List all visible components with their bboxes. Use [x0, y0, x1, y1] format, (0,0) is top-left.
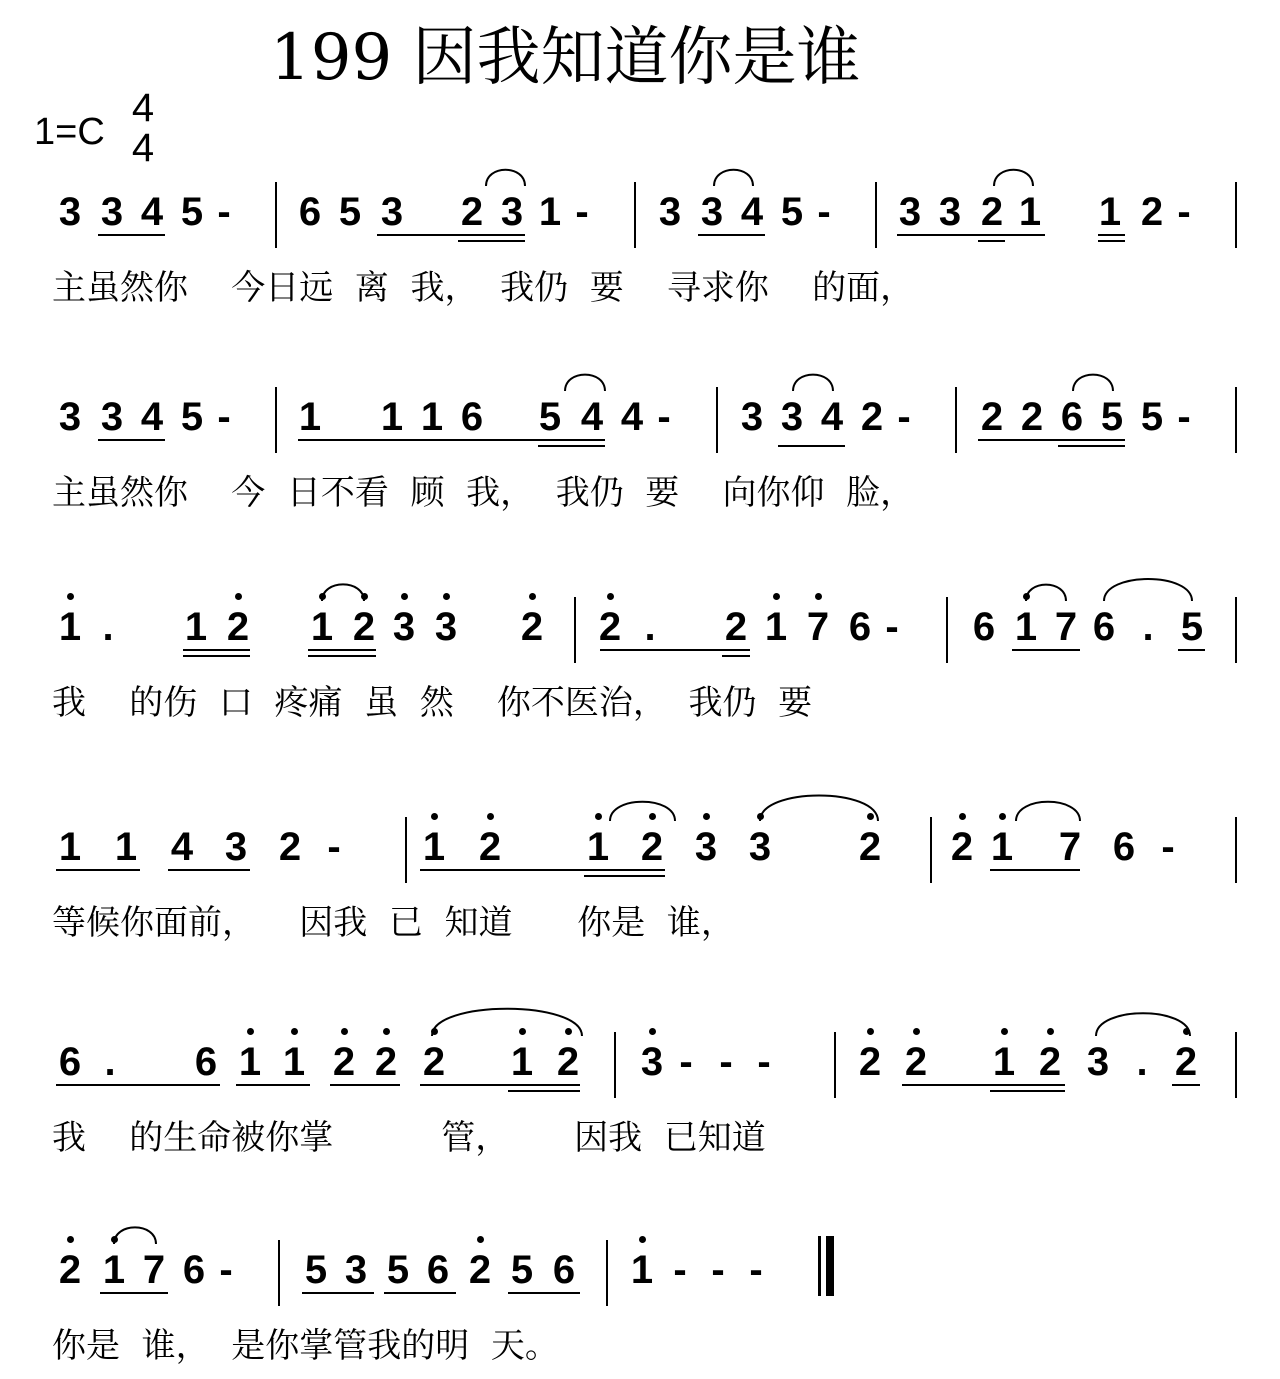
beam-line [1098, 234, 1125, 236]
note-text: 1 [238, 1040, 262, 1084]
note-text: 3 [58, 395, 82, 439]
tie-arc [793, 375, 833, 391]
song-title: 199 因我知道你是谁 [270, 21, 861, 95]
tie-arc [610, 802, 675, 821]
note-text: 6 [182, 1248, 206, 1292]
note-text: 1 [1018, 190, 1042, 234]
note-text: 1 [764, 605, 788, 649]
note-text: 1 [1098, 190, 1122, 234]
note-text: 2 [332, 1040, 356, 1084]
note-text: 6 [426, 1248, 450, 1292]
note-text: 6 [298, 190, 322, 234]
note-text: 2 [226, 605, 250, 649]
beam-line [1178, 649, 1205, 651]
beam-line [1172, 1084, 1200, 1086]
note-text: 2 [468, 1248, 492, 1292]
beam-line [298, 439, 605, 441]
note-text: - [711, 1248, 725, 1292]
note-text: 6 [194, 1040, 218, 1084]
beam-line [236, 1084, 310, 1086]
beam-line [168, 869, 250, 871]
note-text: 4 [620, 395, 644, 439]
note-text: 6 [1112, 825, 1136, 869]
note-text: 5 [180, 190, 204, 234]
tie-layer [0, 781, 1280, 841]
note-text: 2 [904, 1040, 928, 1084]
note-text: 2 [980, 395, 1004, 439]
note-text: 3 [392, 605, 416, 649]
note-text: - [757, 1040, 771, 1084]
note-text: 5 [386, 1248, 410, 1292]
tie-arc [565, 375, 605, 391]
beam-line [508, 1292, 580, 1294]
note-text: 2 [352, 605, 376, 649]
note-text: 2 [478, 825, 502, 869]
beam-line-double [308, 655, 376, 657]
note-text: 2 [460, 190, 484, 234]
note-text: - [1161, 825, 1175, 869]
note-text: - [1177, 395, 1191, 439]
note-text: 1 [184, 605, 208, 649]
note-text: 1 [990, 825, 1014, 869]
tie-arc [1104, 579, 1192, 601]
beam-line [990, 869, 1080, 871]
note-text: 3 [694, 825, 718, 869]
note-text: 3 [1086, 1040, 1110, 1084]
note-text: 6 [1060, 395, 1084, 439]
note-text: 2 [860, 395, 884, 439]
note-text: - [217, 190, 231, 234]
note-text: 1 [58, 825, 82, 869]
tie-arc [1096, 1013, 1190, 1036]
note-text: . [1142, 605, 1154, 649]
note-text: 5 [180, 395, 204, 439]
note-text: 1 [282, 1040, 306, 1084]
note-text: 6 [1092, 605, 1116, 649]
beam-line-double [508, 1090, 580, 1092]
note-text: 5 [304, 1248, 328, 1292]
time-signature-bottom: 4 [131, 126, 155, 170]
note-text: 2 [858, 825, 882, 869]
note-text: 1 [310, 605, 334, 649]
beam-line-double [538, 445, 605, 447]
tie-arc [114, 1227, 156, 1244]
beam-line [384, 1292, 456, 1294]
beam-line [56, 869, 140, 871]
note-text: 6 [58, 1040, 82, 1084]
final-barline-thick [826, 1236, 834, 1296]
note-text: 4 [140, 395, 164, 439]
beam-line [978, 439, 1125, 441]
note-text: 3 [658, 190, 682, 234]
note-text: 3 [100, 395, 124, 439]
note-text: 3 [434, 605, 458, 649]
note-text: 3 [748, 825, 772, 869]
lyrics-line: 主虽然你 今 日不看 顾 我， 我仍 要 向你仰 脸， [52, 473, 915, 513]
tie-arc [1016, 802, 1080, 821]
note-text: . [104, 1040, 116, 1084]
beam-line [902, 1084, 1065, 1086]
note-text: 3 [344, 1248, 368, 1292]
note-text: - [719, 1040, 733, 1084]
beam-line-double [778, 445, 845, 447]
beam-line [308, 649, 376, 651]
beam-line-double [1058, 445, 1125, 447]
beam-line [897, 234, 1045, 236]
note-text: 1 [420, 395, 444, 439]
beam-line [600, 649, 750, 651]
note-text: 1 [630, 1248, 654, 1292]
note-text: 3 [58, 190, 82, 234]
note-text: 2 [598, 605, 622, 649]
note-text: - [673, 1248, 687, 1292]
note-text: 5 [538, 395, 562, 439]
note-text: - [219, 1248, 233, 1292]
note-text: - [679, 1040, 693, 1084]
beam-line [98, 234, 165, 236]
beam-line [100, 1292, 168, 1294]
note-text: 1 [1014, 605, 1038, 649]
note-text: 4 [580, 395, 604, 439]
beam-line [302, 1292, 374, 1294]
note-text: 3 [100, 190, 124, 234]
lyrics-line: 我 的生命被你掌 管， 因我 已知道 [52, 1118, 766, 1158]
note-text: 2 [556, 1040, 580, 1084]
note-text: - [1177, 190, 1191, 234]
note-text: 5 [1140, 395, 1164, 439]
tie-arc [322, 584, 364, 601]
note-text: 3 [640, 1040, 664, 1084]
beam-line [56, 1084, 220, 1086]
beam-line-double [978, 240, 1005, 242]
note-text: 2 [520, 605, 544, 649]
tie-layer [0, 351, 1280, 411]
note-text: 2 [1038, 1040, 1062, 1084]
note-text: 1 [586, 825, 610, 869]
final-barline-thin [818, 1236, 821, 1296]
note-text: 3 [740, 395, 764, 439]
note-text: 1 [298, 395, 322, 439]
tie-layer [0, 561, 1280, 621]
beam-line [420, 869, 665, 871]
note-text: 3 [380, 190, 404, 234]
note-text: - [657, 395, 671, 439]
note-text: 1 [538, 190, 562, 234]
beam-line [377, 234, 525, 236]
note-text: - [217, 395, 231, 439]
note-text: 7 [806, 605, 830, 649]
note-text: . [102, 605, 114, 649]
note-text: 7 [1058, 825, 1082, 869]
note-text: 2 [640, 825, 664, 869]
note-text: - [885, 605, 899, 649]
lyrics-line: 你是 谁， 是你掌管我的明 天。 [52, 1326, 559, 1366]
tie-arc [1073, 375, 1113, 391]
note-text: 2 [724, 605, 748, 649]
note-text: 4 [820, 395, 844, 439]
note-text: 4 [170, 825, 194, 869]
note-text: 3 [938, 190, 962, 234]
note-text: - [897, 395, 911, 439]
note-text: - [817, 190, 831, 234]
note-text: 2 [374, 1040, 398, 1084]
beam-line [1012, 649, 1080, 651]
note-text: 2 [58, 1248, 82, 1292]
note-text: 2 [950, 825, 974, 869]
beam-line-double [1098, 240, 1125, 242]
note-text: 1 [992, 1040, 1016, 1084]
beam-line-double [183, 655, 250, 657]
beam-line [183, 649, 250, 651]
beam-line [420, 1084, 580, 1086]
note-text: 3 [780, 395, 804, 439]
note-text: 5 [780, 190, 804, 234]
beam-line-double [722, 655, 750, 657]
tie-layer [0, 146, 1280, 206]
note-text: 6 [460, 395, 484, 439]
note-text: 5 [1180, 605, 1204, 649]
tie-arc [760, 795, 878, 821]
key-signature: 1=C [34, 111, 105, 153]
note-text: 2 [1174, 1040, 1198, 1084]
note-text: 3 [898, 190, 922, 234]
note-text: 1 [58, 605, 82, 649]
note-text: 1 [380, 395, 404, 439]
tie-arc [1026, 585, 1066, 601]
note-text: 1 [102, 1248, 126, 1292]
note-text: 7 [1054, 605, 1078, 649]
note-text: 2 [980, 190, 1004, 234]
note-text: . [644, 605, 656, 649]
note-text: 3 [224, 825, 248, 869]
note-text: 1 [510, 1040, 534, 1084]
beam-line [330, 1084, 400, 1086]
note-text: 5 [1100, 395, 1124, 439]
note-text: - [575, 190, 589, 234]
note-text: 1 [422, 825, 446, 869]
note-text: 5 [510, 1248, 534, 1292]
beam-line-double [584, 875, 665, 877]
note-text: 5 [338, 190, 362, 234]
note-text: 6 [972, 605, 996, 649]
beam-line-double [458, 240, 525, 242]
lyrics-line: 我 的伤 口 疼痛 虽 然 你不医治， 我仍 要 [52, 683, 813, 723]
time-signature-top: 4 [131, 86, 155, 130]
note-text: 2 [1020, 395, 1044, 439]
note-text: - [749, 1248, 763, 1292]
tie-layer [0, 996, 1280, 1056]
note-text: 2 [278, 825, 302, 869]
beam-line [98, 439, 165, 441]
lyrics-line: 等候你面前， 因我 已 知道 你是 谁， [52, 903, 735, 943]
note-text: 6 [552, 1248, 576, 1292]
note-text: 2 [1140, 190, 1164, 234]
beam-line-double [990, 1090, 1065, 1092]
lyrics-line: 主虽然你 今日远 离 我， 我仍 要 寻求你 的面， [52, 268, 915, 308]
note-text: . [1136, 1040, 1148, 1084]
note-text: 2 [422, 1040, 446, 1084]
tie-layer [0, 1204, 1280, 1264]
tie-arc [486, 170, 525, 186]
note-text: 6 [848, 605, 872, 649]
note-text: 3 [500, 190, 524, 234]
note-text: 7 [142, 1248, 166, 1292]
tie-arc [714, 170, 753, 186]
note-text: 4 [740, 190, 764, 234]
tie-arc [994, 170, 1033, 186]
note-text: 2 [858, 1040, 882, 1084]
beam-line [698, 234, 765, 236]
note-text: 3 [700, 190, 724, 234]
note-text: 4 [140, 190, 164, 234]
note-text: 1 [114, 825, 138, 869]
tie-arc [432, 1009, 582, 1036]
note-text: - [327, 825, 341, 869]
